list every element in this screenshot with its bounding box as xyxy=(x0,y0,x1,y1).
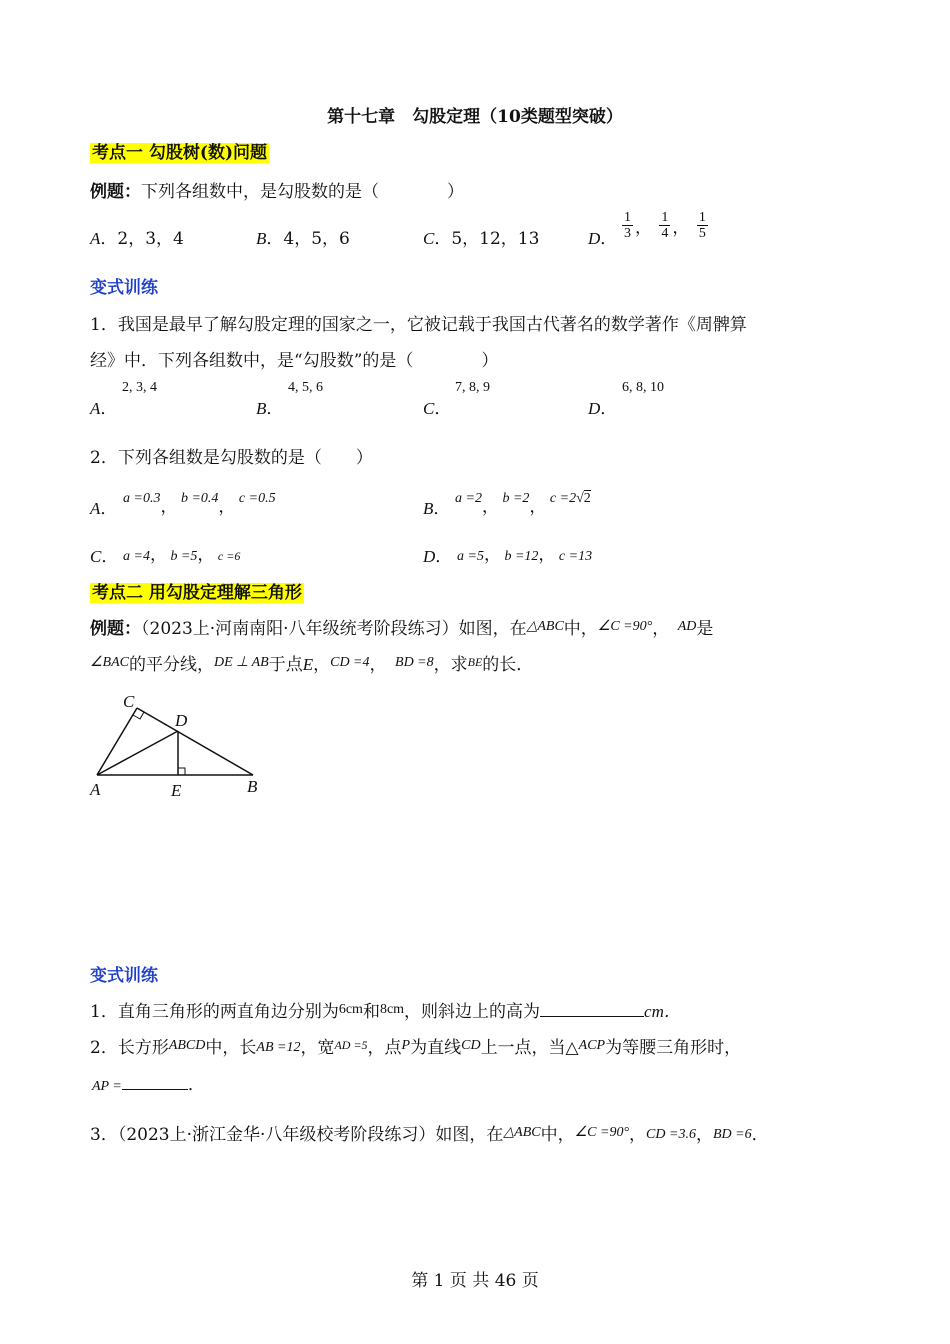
q2-option-d-values: a =5， b =12， c =13 xyxy=(457,545,593,564)
q1-option-b: B． xyxy=(256,399,284,419)
q1-option-c-value: 7, 8, 9 xyxy=(455,380,490,395)
q1-option-b-value: 4, 5, 6 xyxy=(288,380,323,395)
triangle-figure xyxy=(85,688,275,803)
label-b: B xyxy=(247,777,258,796)
practice2-q2: 2．长方形$^{ABCD}$中，长AB =12，宽$^{AD =5}$，点$^P$为直线$^{CD}$上一点，当△$^{ACP}$为等腰三角形时， xyxy=(90,1038,742,1058)
page-footer: 第 1 页 共 46 页 xyxy=(411,1271,539,1291)
q2-option-a: A． xyxy=(90,499,118,519)
label-d: D xyxy=(175,711,188,730)
label-e: E xyxy=(171,781,182,800)
example1-options xyxy=(90,210,790,264)
fraction: $\frac{1}{3}$ xyxy=(624,210,631,241)
q1-options xyxy=(90,380,790,420)
practice2-q2-answer: AP = ． xyxy=(92,1075,205,1095)
q2-options xyxy=(90,480,850,570)
q1-option-c: C． xyxy=(423,399,452,419)
q1-line2: 经》中．下列各组数中，是“勾股数”的是（ ） xyxy=(90,351,499,371)
practice-label-2: 变式训练 xyxy=(90,966,158,986)
page-title: 第十七章 勾股定理（10类题型突破） xyxy=(327,107,623,127)
label-c: C xyxy=(123,692,135,711)
q2-option-b: B． xyxy=(423,499,451,519)
q2-option-d: D． xyxy=(423,547,453,567)
q2-text: 2．下列各组数是勾股数的是（ ） xyxy=(90,448,373,468)
bisector-ad xyxy=(97,731,178,775)
q2-option-a-values: a =0.3， b =0.4， c =0.5 xyxy=(123,491,276,516)
section2-example-line1: 例题：（2023上·河南南阳·八年级统考阶段练习）如图，在$^{\triangle ABC}$中，$^{\angle C =90^\circ}$， $^{AD}$是 xyxy=(90,619,714,639)
fraction: $\frac{1}{5}$ xyxy=(698,210,706,241)
practice2-q1: 1．直角三角形的两直角边分别为$^{6cm}$和$^{8cm}$，则斜边上的高为 cm． xyxy=(90,1002,681,1022)
section2-example-line2: $^{\angle BAC}$的平分线，$^{DE \perp AB}$于点E，$^{CD =4}$， $^{BD =8}$，求$^{BE}$的长． xyxy=(90,655,534,675)
q2-option-c-values: a =4， b =5， c =6 xyxy=(123,545,241,564)
option-d-fractions: $\frac{1}{3}$ ， $\frac{1}{4}$ ， $\frac{1}{5}$ xyxy=(624,210,706,241)
q1-option-a-value: 2, 3, 4 xyxy=(122,380,157,395)
practice-label-1: 变式训练 xyxy=(90,278,158,298)
option-b: B．4，5，6 xyxy=(256,229,350,249)
answer-blank[interactable] xyxy=(540,1016,644,1017)
option-d: D． xyxy=(588,229,618,249)
option-a: A．2，3，4 xyxy=(90,229,184,249)
sqrt-symbol: √ xyxy=(576,491,584,506)
q1-option-d-value: 6, 8, 10 xyxy=(622,380,664,395)
q1-line1: 1．我国是最早了解勾股定理的国家之一，它被记载于我国古代著名的数学著作《周髀算 xyxy=(90,315,747,335)
section2-heading: 考点二 用勾股定理解三角形 xyxy=(92,583,302,603)
practice2-q3: 3．（2023上·浙江金华·八年级校考阶段练习）如图，在$^{\triangle ABC}$中，$^{\angle C =90^\circ}$，CD =3.6，BD =6． xyxy=(90,1125,769,1145)
q1-option-a: A． xyxy=(90,399,118,419)
side-cb xyxy=(137,708,253,775)
fraction: $\frac{1}{4}$ xyxy=(661,210,669,241)
q1-option-d: D． xyxy=(588,399,618,419)
label-a: A xyxy=(90,780,101,799)
section1-heading: 考点一 勾股树(数)问题 xyxy=(92,143,268,163)
q2-option-c: C． xyxy=(90,547,119,567)
answer-blank[interactable] xyxy=(122,1089,188,1090)
right-angle-mark-e xyxy=(178,768,185,775)
option-c: C．5，12，13 xyxy=(423,229,540,249)
q2-option-b-values: a =2， b =2， c =2√2 xyxy=(455,491,591,516)
section1-example: 例题：下列各组数中，是勾股数的是（ ） xyxy=(90,182,464,202)
